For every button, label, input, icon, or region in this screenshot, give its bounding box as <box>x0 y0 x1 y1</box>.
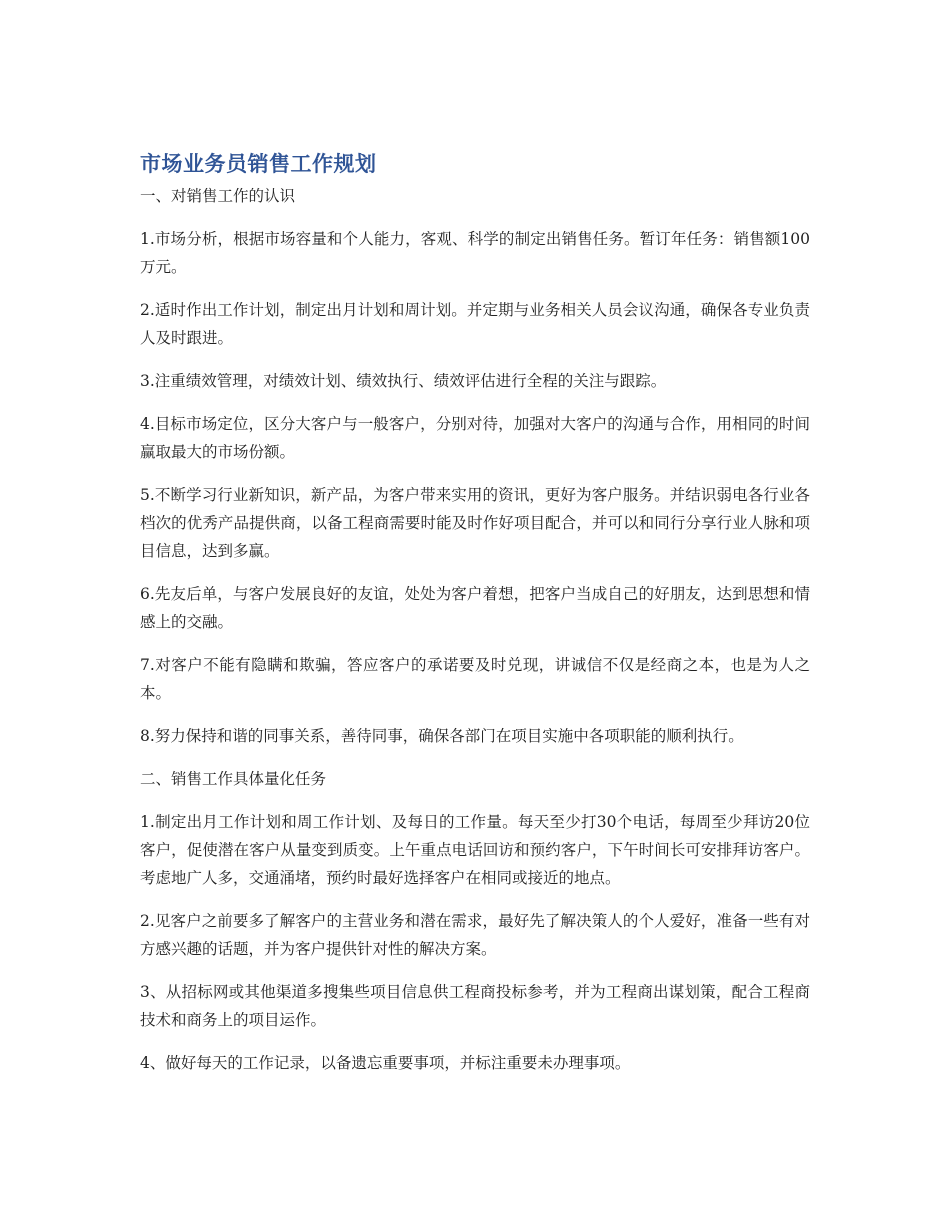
paragraph: 4、做好每天的工作记录，以备遗忘重要事项，并标注重要未办理事项。 <box>140 1054 631 1072</box>
paragraph: 6.先友后单，与客户发展良好的友谊，处处为客户着想，把客户当成自己的好朋友，达到思想和情感上的交融。 <box>140 585 810 631</box>
section-heading-1: 一、对销售工作的认识 <box>140 187 296 205</box>
paragraph: 7.对客户不能有隐瞒和欺骗，答应客户的承诺要及时兑现，讲诚信不仅是经商之本，也是为人之本。 <box>140 656 810 702</box>
paragraph: 4.目标市场定位，区分大客户与一般客户，分别对待，加强对大客户的沟通与合作，用相同的时间赢取最大的市场份额。 <box>140 415 810 461</box>
document-page <box>140 150 810 1092</box>
paragraph: 1.制定出月工作计划和周工作计划、及每日的工作量。每天至少打30个电话，每周至少拜访20位客户，促使潜在客户从量变到质变。上午重点电话回访和预约客户，下午时间长可安排拜访客户。考虑地广人多，交通涌堵，预约时最好选择客户在相同或接近的地点。 <box>140 813 810 887</box>
paragraph: 3、从招标网或其他渠道多搜集些项目信息供工程商投标参考，并为工程商出谋划策，配合工程商技术和商务上的项目运作。 <box>140 983 810 1029</box>
section-heading-2: 二、销售工作具体量化任务 <box>140 770 327 788</box>
paragraph: 8.努力保持和谐的同事关系，善待同事，确保各部门在项目实施中各项职能的顺利执行。 <box>140 727 744 745</box>
paragraph: 2.适时作出工作计划，制定出月计划和周计划。并定期与业务相关人员会议沟通，确保各专业负责人及时跟进。 <box>140 301 810 347</box>
paragraph: 1.市场分析，根据市场容量和个人能力，客观、科学的制定出销售任务。暂订年任务：销售额100万元。 <box>140 230 810 276</box>
paragraph: 5.不断学习行业新知识，新产品，为客户带来实用的资讯，更好为客户服务。并结识弱电各行业各档次的优秀产品提供商，以备工程商需要时能及时作好项目配合，并可以和同行分享行业人脉和项目信息，达到多赢。 <box>140 486 810 560</box>
paragraph: 3.注重绩效管理，对绩效计划、绩效执行、绩效评估进行全程的关注与跟踪。 <box>140 372 667 390</box>
document-title: 市场业务员销售工作规划 <box>140 152 377 176</box>
paragraph: 2.见客户之前要多了解客户的主营业务和潜在需求，最好先了解决策人的个人爱好，准备一些有对方感兴趣的话题，并为客户提供针对性的解决方案。 <box>140 912 810 958</box>
